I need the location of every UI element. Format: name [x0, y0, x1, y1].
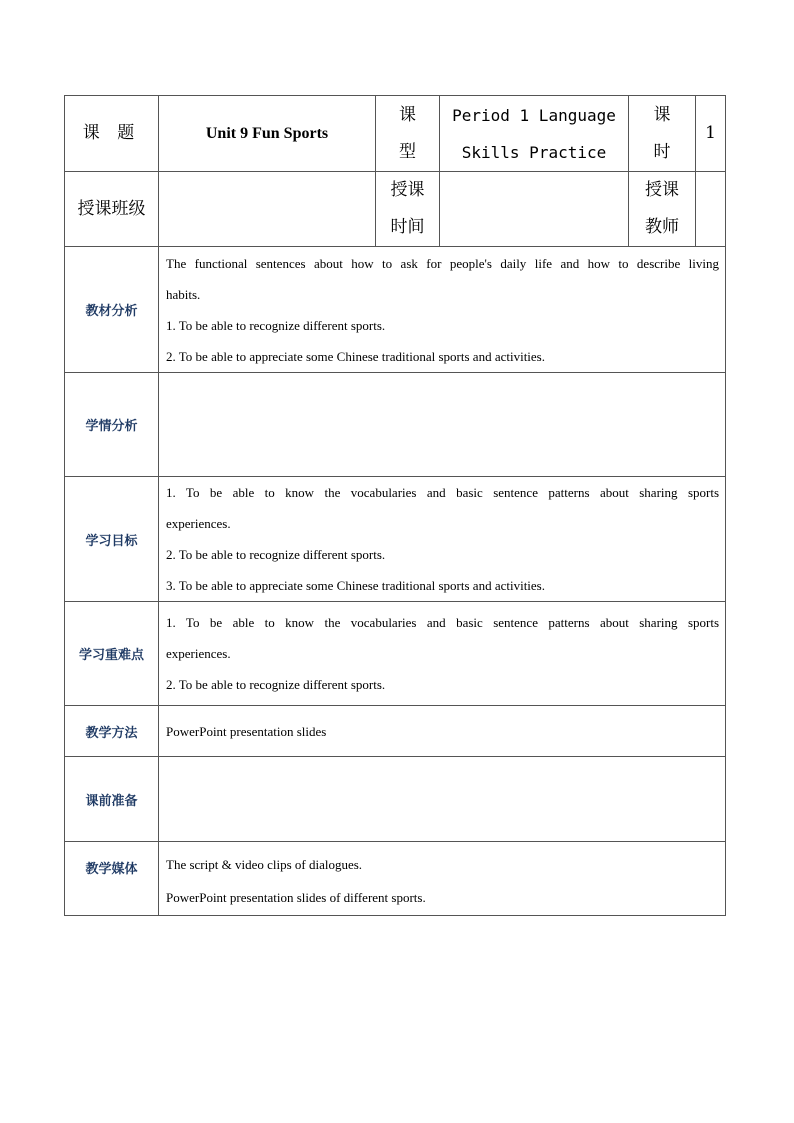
learners-row	[65, 373, 726, 477]
type-value: Period 1 Language Skills Practice	[440, 96, 629, 172]
header-row	[65, 96, 726, 172]
teacher-label: 授课 教师	[629, 172, 696, 247]
learners-content	[159, 373, 726, 477]
objectives-row	[65, 477, 726, 602]
preparation-row	[65, 757, 726, 842]
preparation-content	[159, 757, 726, 842]
key-points-content: 1. To be able to know the vocabularies and basic sentence patterns about sharing sports experiences. 2. To be able to recognize different sports.	[159, 602, 726, 706]
material-content: The functional sentences about how to ask for people's daily life and how to describe living habits. 1. To be able to recognize different sports. 2. To be able to appreciate some Chinese traditional sports and activities.	[159, 247, 726, 373]
class-row	[65, 172, 726, 247]
time-label: 授课 时间	[376, 172, 440, 247]
material-label: 教材分析	[65, 247, 159, 373]
key-points-label: 学习重难点	[65, 602, 159, 706]
class-value	[159, 172, 376, 247]
lesson-plan-table	[64, 95, 726, 916]
teacher-value	[696, 172, 726, 247]
learners-label: 学情分析	[65, 373, 159, 477]
media-row	[65, 842, 726, 916]
type-label: 课 型	[376, 96, 440, 172]
hours-value: 1	[696, 96, 726, 172]
method-content: PowerPoint presentation slides	[159, 706, 726, 757]
preparation-label: 课前准备	[65, 757, 159, 842]
media-label: 教学媒体	[65, 842, 159, 916]
material-row	[65, 247, 726, 373]
method-label: 教学方法	[65, 706, 159, 757]
time-value	[440, 172, 629, 247]
key-points-row	[65, 602, 726, 706]
hours-label: 课 时	[629, 96, 696, 172]
objectives-content: 1. To be able to know the vocabularies and basic sentence patterns about sharing sports experiences. 2. To be able to recognize different sports. 3. To be able to appreciate some Chinese traditional sports and activities.	[159, 477, 726, 602]
objectives-label: 学习目标	[65, 477, 159, 602]
topic-label: 课 题	[65, 96, 159, 172]
topic-value: Unit 9 Fun Sports	[159, 96, 376, 172]
media-content: The script & video clips of dialogues. PowerPoint presentation slides of different sports.	[159, 842, 726, 916]
method-row	[65, 706, 726, 757]
class-label: 授课班级	[65, 172, 159, 247]
